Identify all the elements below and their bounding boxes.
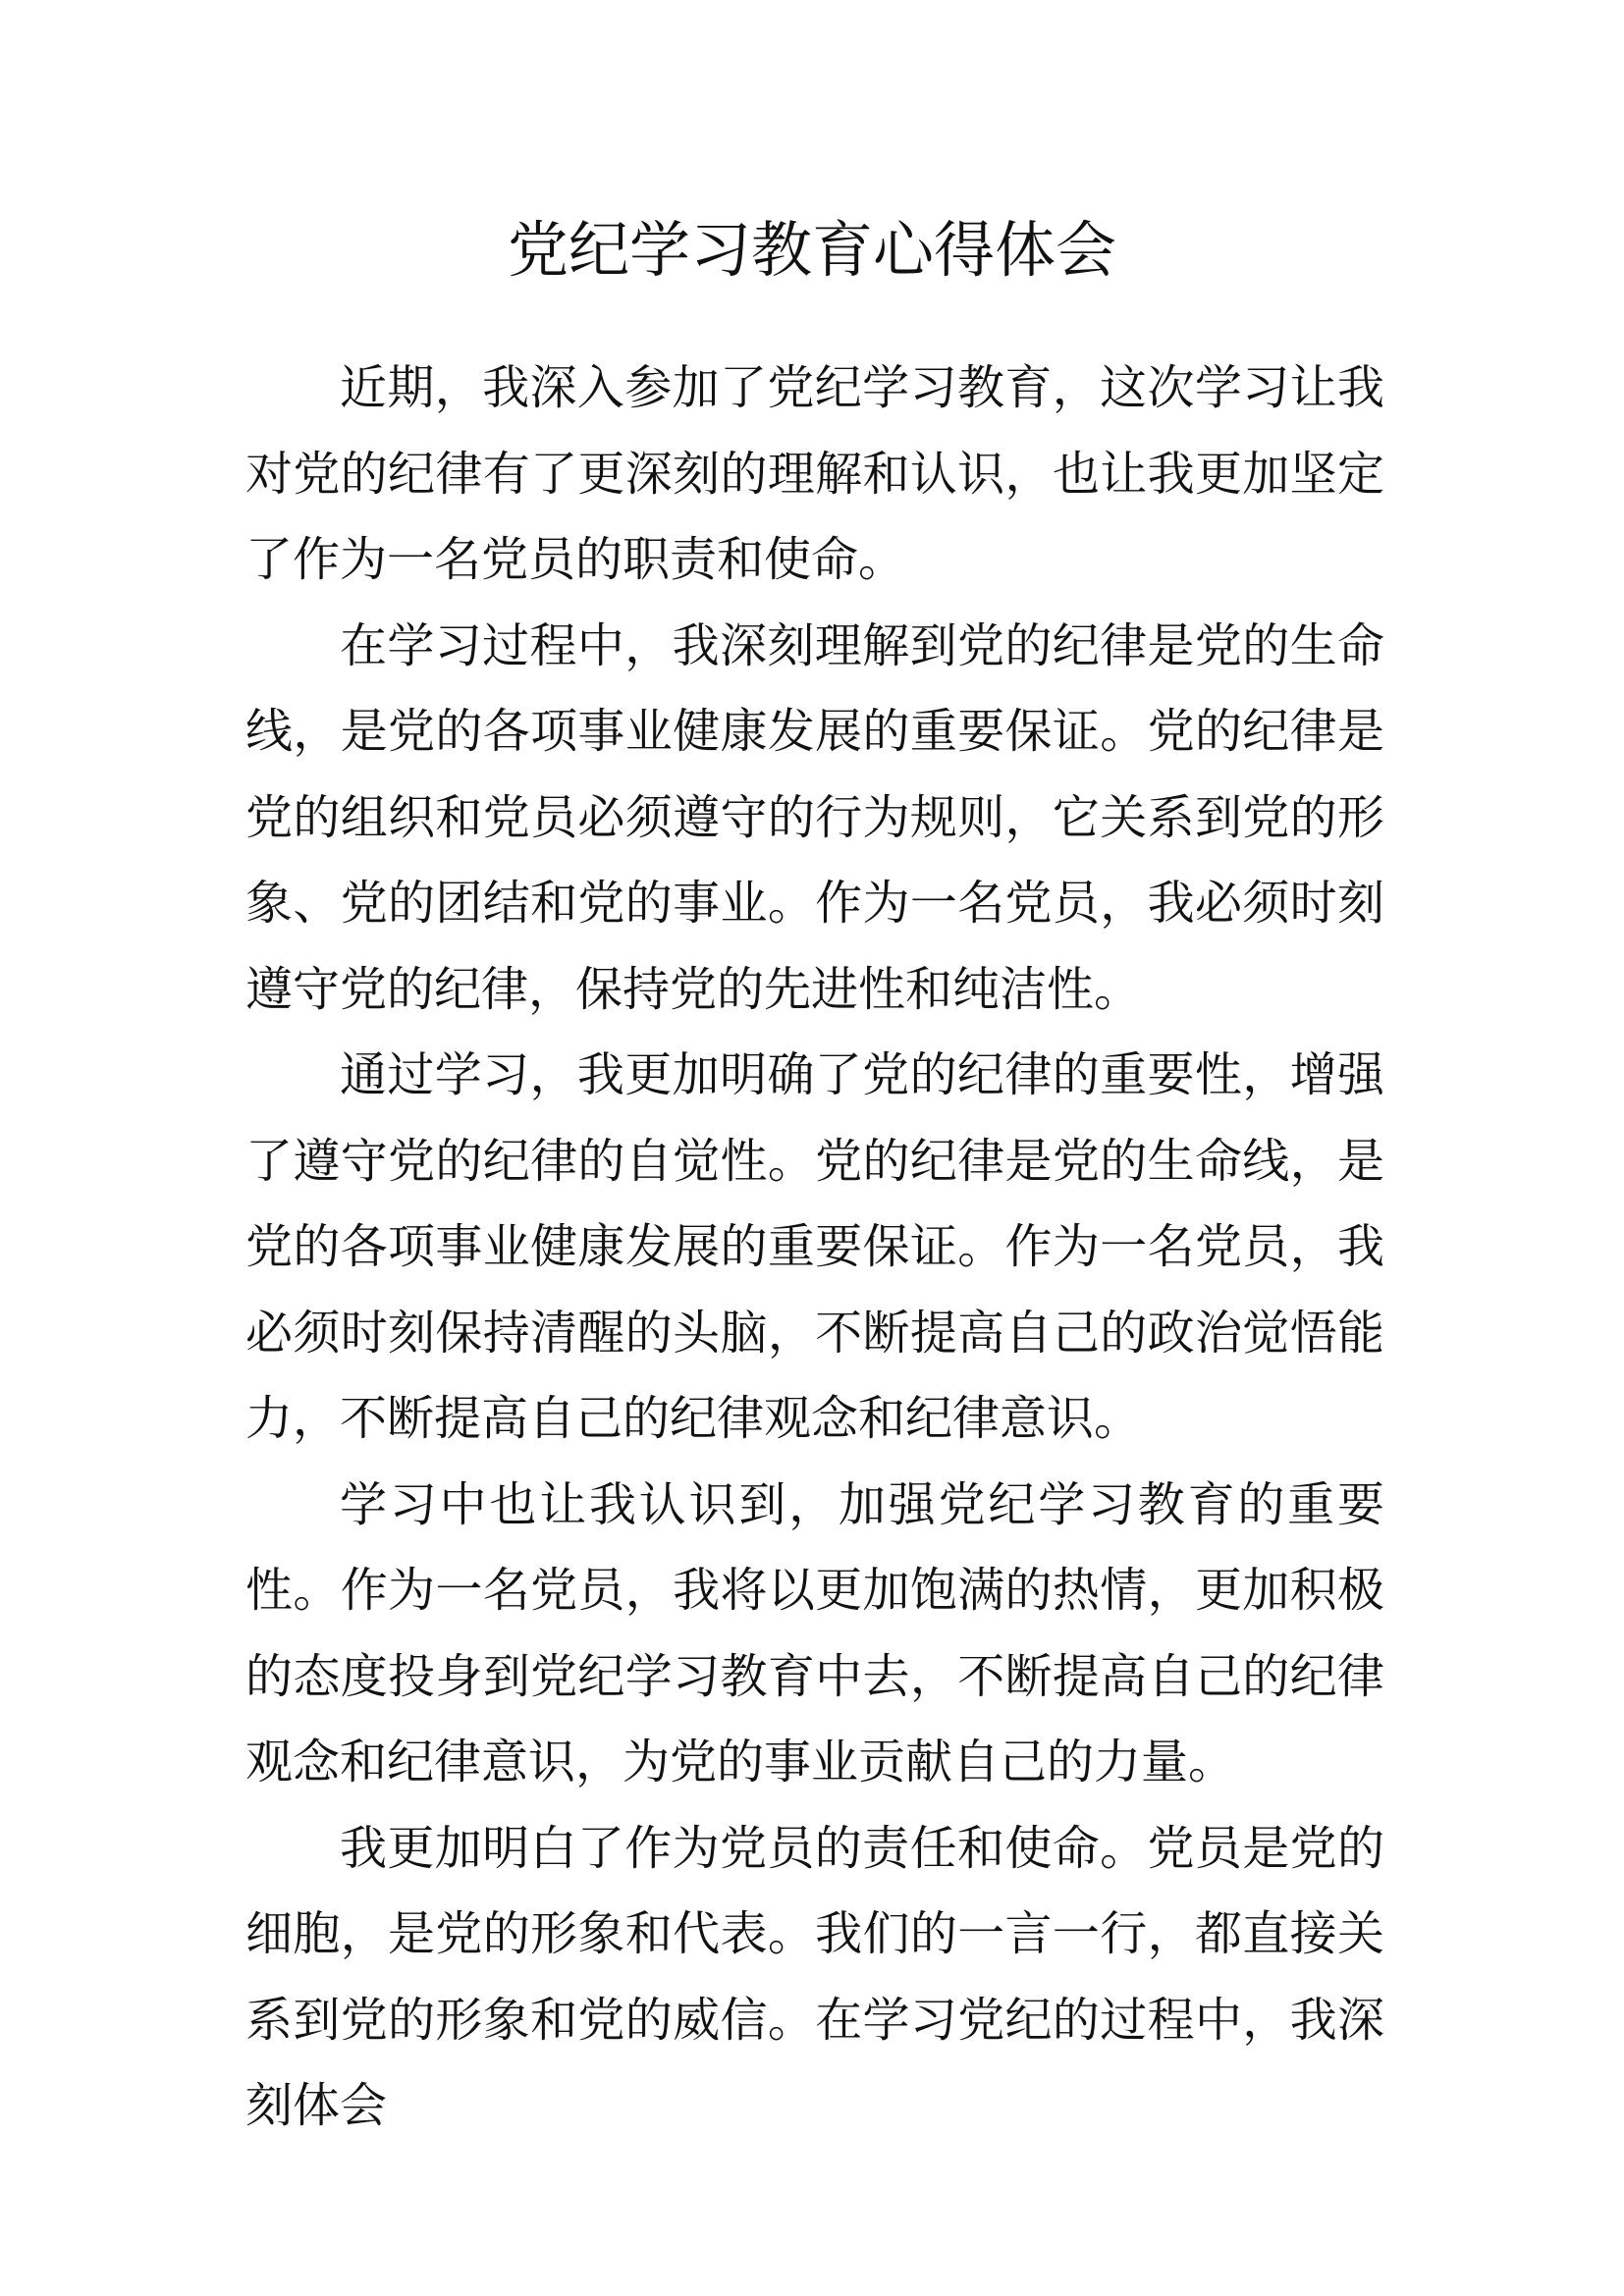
paragraph-4: 学习中也让我认识到，加强党纪学习教育的重要性。作为一名党员，我将以更加饱满的热情，更加积极的态度投身到党纪学习教育中去，不断提高自己的纪律观念和纪律意识，为党的事业贡献自己的力量。 [245,1476,1384,1789]
paragraph-3: 通过学习，我更加明确了党的纪律的重要性，增强了遵守党的纪律的自觉性。党的纪律是党的生命线，是党的各项事业健康发展的重要保证。作为一名党员，我必须时刻保持清醒的头脑，不断提高自己的政治觉悟能力，不断提高自己的纪律观念和纪律意识。 [245,1047,1384,1446]
document-title: 党纪学习教育心得体会 [507,214,1116,286]
paragraph-2: 在学习过程中，我深刻理解到党的纪律是党的生命线，是党的各项事业健康发展的重要保证。党的纪律是党的组织和党员必须遵守的行为规则，它关系到党的形象、党的团结和党的事业。作为一名党员，我必须时刻遵守党的纪律，保持党的先进性和纯洁性。 [245,617,1384,1017]
document-body [245,346,1384,2150]
paragraph-5: 我更加明白了作为党员的责任和使命。党员是党的细胞，是党的形象和代表。我们的一言一行，都直接关系到党的形象和党的威信。在学习党纪的过程中，我深刻体会 [245,1820,1384,2133]
paragraph-1: 近期，我深入参加了党纪学习教育，这次学习让我对党的纪律有了更深刻的理解和认识，也让我更加坚定了作为一名党员的职责和使命。 [245,360,1384,587]
